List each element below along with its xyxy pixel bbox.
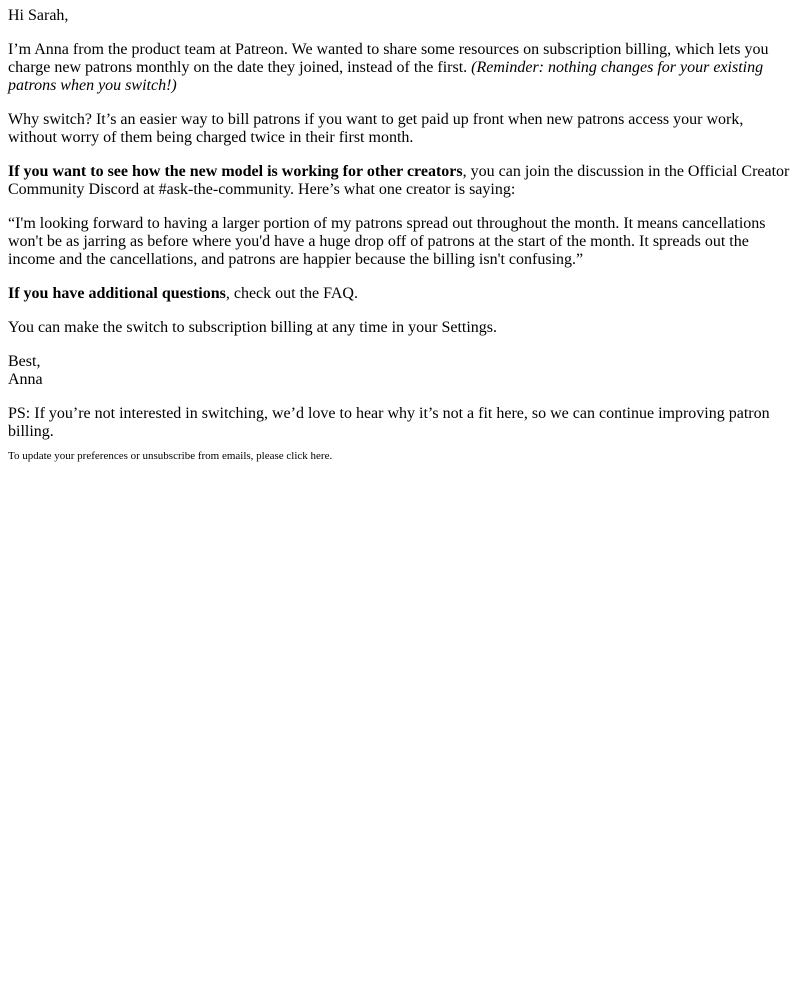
unsubscribe-link[interactable]: click here	[286, 450, 330, 462]
footer-end: .	[329, 450, 333, 462]
settings-end: .	[493, 319, 497, 336]
ps-text: PS: If you’re not interested in switching, we’d love to hear why it’s not a fit	[8, 405, 497, 422]
discussion-heading: If you want to see how the new model is working for other creators	[8, 163, 463, 180]
settings-text: You can make the switch to subscription billing at any time in your	[8, 319, 442, 336]
ps-paragraph	[8, 405, 792, 441]
questions-end: .	[353, 285, 358, 302]
footer-text: To update your preferences or unsubscribe from emails, please	[8, 450, 287, 462]
questions-paragraph	[8, 285, 792, 303]
questions-heading: If you have additional questions	[8, 285, 226, 302]
signature: Anna	[8, 371, 43, 388]
feedback-here-link[interactable]: here	[496, 405, 524, 422]
discussion-text: , you can join the discussion in the Official Creator Community Discord at #ask-the-community. Here’s what one creator is saying:	[8, 163, 790, 198]
intro-paragraph	[8, 41, 792, 95]
signoff-block	[8, 353, 792, 389]
settings-link[interactable]: Settings	[441, 319, 493, 336]
faq-link[interactable]: FAQ	[323, 285, 354, 302]
why-switch-paragraph: Why switch? It’s an easier way to bill patrons if you want to get paid up front when new patrons access your work, without worry of them being charged twice in their first month.	[8, 111, 744, 146]
signoff: Best,	[8, 353, 41, 370]
greeting: Hi Sarah,	[8, 7, 69, 24]
creator-quote: “I'm looking forward to having a larger portion of my patrons spread out throughout the month. It means cancellations won't be as jarring as before where you'd have a huge drop off of patrons at the start of the month. It spreads out the income and the cancellations, and patrons are happier because the billing isn't confusing.”	[8, 215, 766, 268]
email-body	[0, 0, 800, 463]
reminder-note: (Reminder: nothing changes for your existing patrons when you switch!)	[8, 59, 764, 94]
questions-text: , check out the	[225, 285, 324, 302]
settings-paragraph	[8, 319, 792, 337]
unsubscribe-footer	[8, 450, 792, 463]
discussion-paragraph	[8, 163, 792, 199]
ps-end: , so we can continue improving patron billing.	[8, 405, 770, 440]
intro-text: I’m Anna from the product team at Patreon. We wanted to share some resources on subscription billing, which lets you charge new patrons monthly on the date they joined, instead of the first.	[8, 41, 769, 76]
